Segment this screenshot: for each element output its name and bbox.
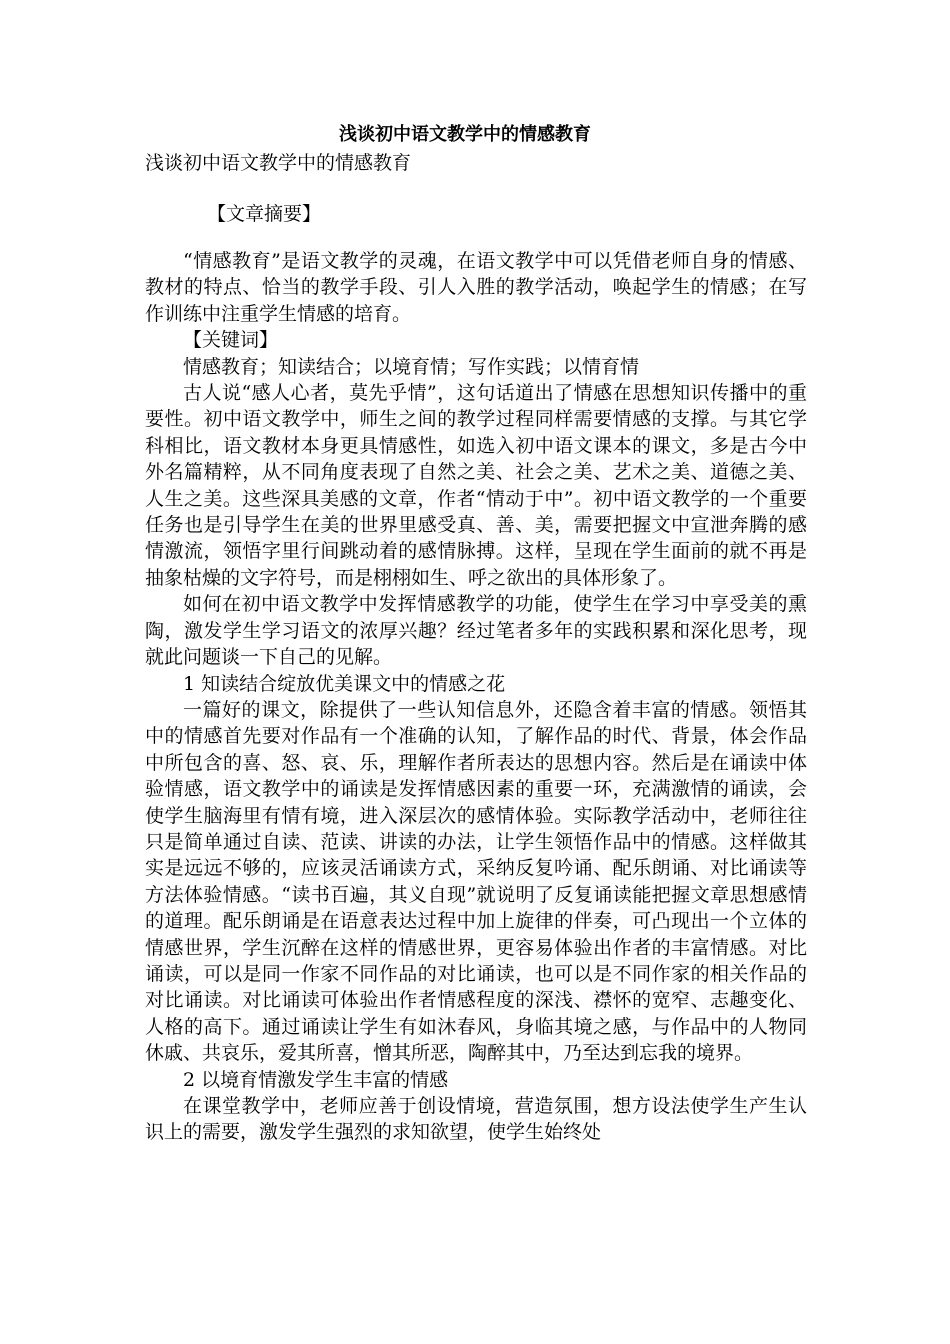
intro-paragraph-2: 如何在初中语文教学中发挥情感教学的功能，使学生在学习中享受美的熏陶，激发学生学习语文的浓厚兴趣？经过笔者多年的实践积累和深化思考，现就此问题谈一下自己的见解。 bbox=[145, 593, 807, 669]
section-1-heading: 1 知读结合绽放优美课文中的情感之花 bbox=[183, 672, 506, 695]
intro-paragraph-1: 古人说“感人心者，莫先乎情”，这句话道出了情感在思想知识传播中的重要性。初中语文教学中，师生之间的教学过程同样需要情感的支撑。与其它学科相比，语文教材本身更具情感性，如选入初中语文课本的课文，多是古今中外名篇精粹，从不同角度表现了自然之美、社会之美、艺术之美、道德之美、人生之美。这些深具美感的文章，作者“情动于中”。初中语文教学的一个重要任务也是引导学生在美的世界里感受真、善、美，需要把握文中宣泄奔腾的感情激流，领悟字里行间跳动着的感情脉搏。这样，呈现在学生面前的就不再是抽象枯燥的文字符号，而是栩栩如生、呼之欲出的具体形象了。 bbox=[145, 382, 807, 589]
abstract-paragraph: “情感教育”是语文教学的灵魂，在语文教学中可以凭借老师自身的情感、教材的特点、恰当的教学手段、引人入胜的教学活动，唤起学生的情感；在写作训练中注重学生情感的培育。 bbox=[145, 250, 807, 325]
section-2-heading: 2 以境育情激发学生丰富的情感 bbox=[183, 1068, 449, 1091]
document-subtitle: 浅谈初中语文教学中的情感教育 bbox=[145, 152, 412, 174]
document-title: 浅谈初中语文教学中的情感教育 bbox=[339, 124, 591, 145]
section-2-paragraph: 在课堂教学中，老师应善于创设情境，营造氛围，想方设法使学生产生认识上的需要，激发学生强烈的求知欲望，使学生始终处 bbox=[145, 1095, 807, 1144]
abstract-label: 【文章摘要】 bbox=[207, 203, 322, 225]
keywords-label: 【关键词】 bbox=[183, 329, 279, 352]
keywords-paragraph: 情感教育；知读结合；以境育情；写作实践；以情育情 bbox=[183, 355, 640, 378]
section-1-paragraph: 一篇好的课文，除提供了一些认知信息外，还隐含着丰富的情感。领悟其中的情感首先要对作品有一个准确的认知，了解作品的时代、背景，体会作品中所包含的喜、怒、哀、乐，理解作者所表达的思想内容。然后是在诵读中体验情感，语文教学中的诵读是发挥情感因素的重要一环，充满激情的诵读，会使学生脑海里有情有境，进入深层次的感情体验。实际教学活动中，老师往往只是简单通过自读、范读、讲读的办法，让学生领悟作品中的情感。这样做其实是远远不够的，应该灵活诵读方式，采纳反复吟诵、配乐朗诵、对比诵读等方法体验情感。“读书百遍，其义自现”就说明了反复诵读能把握文章思想感情的道理。配乐朗诵是在语意表达过程中加上旋律的伴奏，可凸现出一个立体的情感世界，学生沉醉在这样的情感世界，更容易体验出作者的丰富情感。对比诵读，可以是同一作家不同作品的对比诵读，也可以是不同作家的相关作品的对比诵读。对比诵读可体验出作者情感程度的深浅、襟怀的宽窄、志趣变化、人格的高下。通过诵读让学生有如沐春风，身临其境之感，与作品中的人物同休戚、共哀乐，爱其所喜，憎其所恶，陶醉其中，乃至达到忘我的境界。 bbox=[145, 698, 807, 1065]
document-body bbox=[145, 248, 807, 1146]
